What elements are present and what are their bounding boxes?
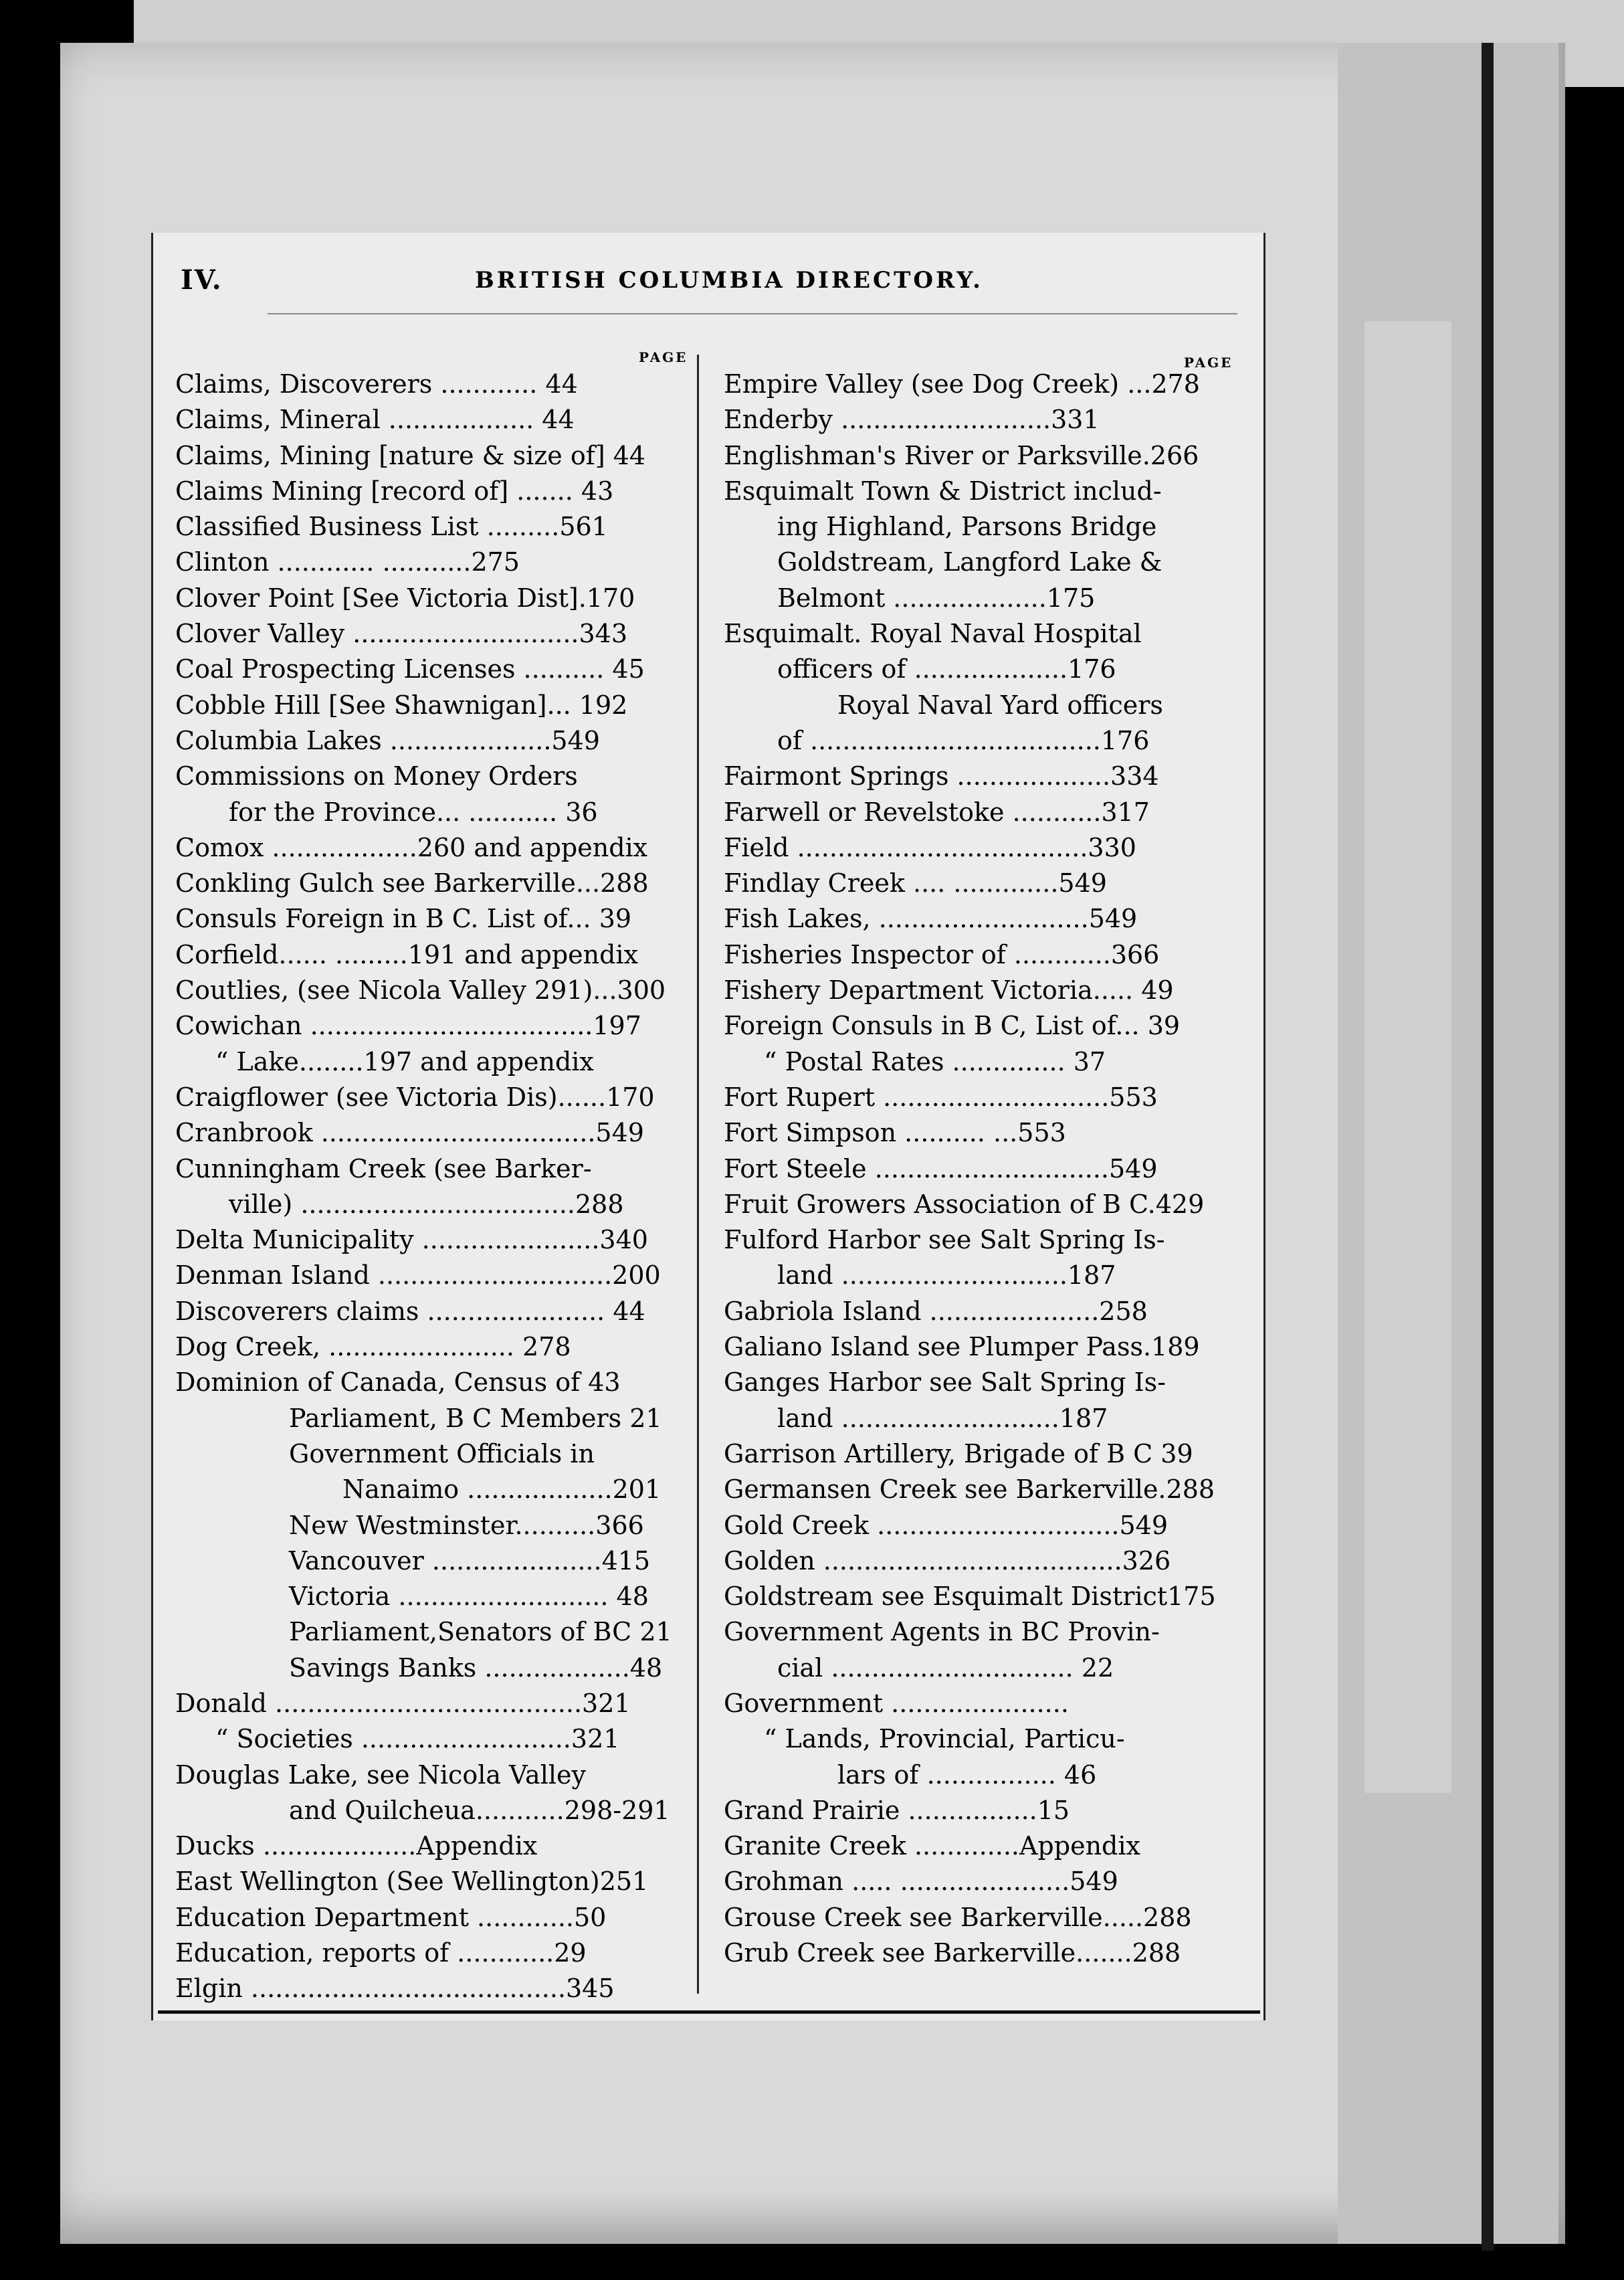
index-entry-text: Fort Steele .............................549	[724, 1153, 1158, 1183]
index-entry	[175, 830, 697, 866]
index-entry-text: Commissions on Money Orders	[175, 761, 578, 791]
index-entry-text: Garrison Artillery, Brigade of B C 39	[724, 1438, 1193, 1468]
index-entry	[175, 1650, 697, 1686]
index-entry-text: Consuls Foreign in B C. List of... 39	[175, 904, 632, 934]
index-entry	[724, 1900, 1245, 1935]
index-entry	[175, 1721, 697, 1757]
index-entry	[724, 1686, 1245, 1721]
index-entry-text: Elgin .......................................345	[175, 1974, 615, 2004]
index-entry	[175, 1329, 697, 1365]
index-entry	[175, 937, 697, 973]
index-entry-text: cial .............................. 22	[777, 1652, 1114, 1683]
index-entry-text: “ Societies ..........................321	[215, 1724, 620, 1754]
index-entry	[175, 1543, 697, 1579]
index-entry-text: Gold Creek ..............................549	[724, 1510, 1169, 1540]
index-entry-text: Douglas Lake, see Nicola Valley	[175, 1760, 586, 1790]
index-entry-text: Findlay Creek .... .............549	[724, 868, 1107, 898]
index-entry-text: Education Department ............50	[175, 1902, 607, 1932]
index-entry-text: for the Province... ........... 36	[229, 797, 598, 827]
bottom-rule	[158, 2010, 1260, 2014]
index-entry	[724, 901, 1245, 937]
index-entry-text: Goldstream, Langford Lake &	[777, 547, 1162, 577]
index-entry	[724, 1793, 1245, 1828]
index-entry-text: Fruit Growers Association of B C.429	[724, 1189, 1205, 1219]
running-header	[181, 264, 1204, 304]
index-entry-text: Parliament,Senators of BC 21	[289, 1617, 672, 1647]
index-entry-text: Discoverers claims ...................... 44	[175, 1296, 645, 1326]
index-entry-text: Claims Mining [record of] ....... 43	[175, 476, 614, 506]
index-entry	[724, 1365, 1245, 1400]
index-entry-text: Cranbrook ..................................549	[175, 1118, 644, 1148]
index-entry	[175, 1971, 697, 2006]
index-entry	[724, 1543, 1245, 1579]
index-entry-text: Esquimalt. Royal Naval Hospital	[724, 619, 1142, 649]
index-entry-text: Dominion of Canada, Census of 43	[175, 1367, 621, 1398]
index-entry	[724, 723, 1245, 759]
index-entry-text: Clover Point [See Victoria Dist].170	[175, 583, 635, 613]
index-entry	[175, 1828, 697, 1864]
index-entry-text: “ Lands, Provincial, Particu-	[764, 1724, 1125, 1754]
index-entry-text: Englishman's River or Parksville.266	[724, 440, 1199, 470]
binding-edge	[1482, 43, 1494, 2251]
index-entry-text: Fish Lakes, ..........................549	[724, 904, 1138, 934]
index-entry-text: Claims, Mining [nature & size of] 44	[175, 440, 646, 470]
index-entry	[175, 1187, 697, 1222]
index-entry	[724, 1864, 1245, 1899]
index-entry	[175, 1294, 697, 1329]
index-entry-text: “ Lake........197 and appendix	[215, 1046, 594, 1076]
index-entry-text: Savings Banks ..................48	[289, 1652, 663, 1683]
index-entry-text: Comox ..................260 and appendix	[175, 832, 648, 862]
index-entry	[724, 1401, 1245, 1436]
index-entry	[724, 1650, 1245, 1686]
index-entry-text: Fort Rupert ............................553	[724, 1082, 1158, 1112]
index-entry-text: Royal Naval Yard officers	[837, 690, 1163, 720]
index-entry-text: Government ......................	[724, 1688, 1069, 1718]
index-entry-text: and Quilcheua...........298-291	[289, 1795, 670, 1825]
index-entry-text: New Westminster..........366	[289, 1510, 644, 1540]
index-entry	[724, 652, 1245, 687]
index-entry	[724, 1828, 1245, 1864]
index-entry-text: Cobble Hill [See Shawnigan]... 192	[175, 690, 628, 720]
index-entry-text: ville) ..................................288	[229, 1189, 624, 1219]
index-entry	[724, 1222, 1245, 1258]
index-entry	[175, 1401, 697, 1436]
index-entry	[724, 1080, 1245, 1115]
index-entry	[724, 1436, 1245, 1472]
index-entry	[175, 1151, 697, 1187]
index-entry	[175, 1614, 697, 1650]
index-entry-text: Cunningham Creek (see Barker-	[175, 1153, 592, 1183]
index-entry	[175, 1008, 697, 1044]
right-column-page-label: PAGE	[1184, 355, 1233, 371]
index-entry	[724, 1008, 1245, 1044]
index-entry-text: Belmont ...................175	[777, 583, 1096, 613]
index-entry	[724, 1721, 1245, 1757]
index-entry-text: Government Agents in BC Provin-	[724, 1617, 1160, 1647]
index-entry-text: Craigflower (see Victoria Dis)......170	[175, 1082, 655, 1112]
index-entry	[724, 1187, 1245, 1222]
index-entry-text: Donald ......................................321	[175, 1688, 631, 1718]
index-entry-text: Galiano Island see Plumper Pass.189	[724, 1332, 1200, 1362]
index-entry	[175, 1793, 697, 1828]
index-entry	[724, 545, 1245, 580]
index-entry	[175, 1935, 697, 1971]
right-index-column	[724, 367, 1245, 1971]
left-index-column	[175, 367, 697, 2007]
index-entry	[724, 830, 1245, 866]
index-entry	[175, 1686, 697, 1721]
index-entry-text: East Wellington (See Wellington)251	[175, 1867, 649, 1897]
index-entry-text: Vancouver .....................415	[289, 1545, 651, 1576]
index-entry-text: Fairmont Springs ...................334	[724, 761, 1159, 791]
index-entry	[175, 973, 697, 1008]
index-entry-text: Cowichan ...................................197	[175, 1011, 641, 1041]
index-entry	[724, 1935, 1245, 1971]
index-entry	[175, 1579, 697, 1614]
index-entry	[175, 1864, 697, 1899]
index-entry-text: Ganges Harbor see Salt Spring Is-	[724, 1367, 1166, 1398]
index-entry-text: Corfield...... .........191 and appendix	[175, 939, 639, 969]
index-entry-text: Classified Business List .........561	[175, 512, 608, 542]
index-entry-text: Clinton ............ ...........275	[175, 547, 520, 577]
index-entry-text: Fisheries Inspector of ............366	[724, 939, 1160, 969]
index-entry-text: Grohman ..... .....................549	[724, 1867, 1118, 1897]
index-entry	[175, 1758, 697, 1793]
index-entry-text: Conkling Gulch see Barkerville...288	[175, 868, 649, 898]
index-entry	[724, 937, 1245, 973]
index-entry-text: Enderby ..........................331	[724, 405, 1100, 435]
index-entry-text: Empire Valley (see Dog Creek) ...278	[724, 369, 1200, 399]
index-entry-text: Victoria .......................... 48	[289, 1582, 649, 1612]
header-rule	[268, 313, 1237, 314]
index-entry-text: Coal Prospecting Licenses .......... 45	[175, 654, 645, 684]
index-entry	[175, 1436, 697, 1472]
index-entry	[724, 1044, 1245, 1080]
index-entry-text: Fishery Department Victoria..... 49	[724, 975, 1174, 1006]
index-entry-text: Grub Creek see Barkerville.......288	[724, 1938, 1181, 1968]
index-entry	[175, 1080, 697, 1115]
index-entry	[724, 866, 1245, 901]
index-entry-text: Government Officials in	[289, 1438, 595, 1468]
index-entry-text: Fort Simpson .......... ...553	[724, 1118, 1066, 1148]
index-entry-text: Field ....................................330	[724, 832, 1136, 862]
index-entry-text: Education, reports of ............29	[175, 1938, 587, 1968]
index-entry	[175, 866, 697, 901]
index-entry-text: Fulford Harbor see Salt Spring Is-	[724, 1225, 1165, 1255]
index-entry-text: Germansen Creek see Barkerville.288	[724, 1475, 1215, 1505]
left-column-page-label: PAGE	[639, 349, 688, 365]
index-entry-text: land ...........................187	[777, 1403, 1108, 1433]
index-entry	[724, 474, 1245, 509]
index-entry	[175, 795, 697, 830]
page-title: BRITISH COLUMBIA DIRECTORY.	[475, 267, 983, 294]
index-entry	[724, 795, 1245, 830]
index-entry	[175, 1365, 697, 1400]
index-entry	[175, 1222, 697, 1258]
index-entry-text: Parliament, B C Members 21	[289, 1403, 662, 1433]
index-entry	[724, 438, 1245, 474]
index-entry	[175, 1900, 697, 1935]
index-entry	[175, 1508, 697, 1543]
index-entry	[175, 1115, 697, 1151]
index-entry-text: Golden .....................................326	[724, 1545, 1171, 1576]
index-entry	[175, 723, 697, 759]
index-entry	[724, 759, 1245, 794]
index-entry-text: Esquimalt Town & District includ-	[724, 476, 1162, 506]
index-entry-text: Grand Prairie ................15	[724, 1795, 1070, 1825]
page-number: IV.	[181, 264, 223, 296]
index-entry-text: Gabriola Island .....................258	[724, 1296, 1148, 1326]
index-entry-text: Foreign Consuls in B C, List of... 39	[724, 1011, 1181, 1041]
column-divider	[697, 355, 699, 1994]
index-entry	[724, 1508, 1245, 1543]
index-entry	[724, 367, 1245, 402]
index-entry	[175, 901, 697, 937]
index-entry	[724, 973, 1245, 1008]
index-entry	[175, 402, 697, 438]
index-entry	[175, 652, 697, 687]
index-entry	[724, 509, 1245, 545]
index-entry-text: Claims, Mineral .................. 44	[175, 405, 575, 435]
index-entry-text: ing Highland, Parsons Bridge	[777, 512, 1157, 542]
index-entry	[724, 1579, 1245, 1614]
index-entry	[724, 1329, 1245, 1365]
index-entry	[724, 1151, 1245, 1187]
index-entry	[724, 402, 1245, 438]
index-entry-text: land ............................187	[777, 1260, 1116, 1291]
index-entry	[724, 688, 1245, 723]
index-entry	[724, 1294, 1245, 1329]
index-entry-text: Columbia Lakes ....................549	[175, 725, 600, 755]
index-entry	[175, 509, 697, 545]
index-entry	[175, 474, 697, 509]
index-entry	[724, 616, 1245, 652]
index-entry-text: Goldstream see Esquimalt District175	[724, 1582, 1216, 1612]
index-entry-text: Coutlies, (see Nicola Valley 291)...300	[175, 975, 666, 1006]
index-entry-text: Farwell or Revelstoke ...........317	[724, 797, 1150, 827]
index-entry	[175, 545, 697, 580]
index-entry-text: Clover Valley ............................343	[175, 619, 628, 649]
index-entry-text: of ....................................176	[777, 725, 1150, 755]
index-entry-text: Ducks ...................Appendix	[175, 1831, 538, 1861]
index-entry-text: Delta Municipality ......................340	[175, 1225, 648, 1255]
index-entry-text: Grouse Creek see Barkerville.....288	[724, 1902, 1192, 1932]
index-entry	[175, 581, 697, 616]
index-entry-text: officers of ...................176	[777, 654, 1116, 684]
index-entry	[724, 1472, 1245, 1507]
index-entry	[724, 1258, 1245, 1293]
index-entry-text: Granite Creek .............Appendix	[724, 1831, 1140, 1861]
torn-paper-strip	[1364, 321, 1451, 1793]
index-entry	[175, 759, 697, 794]
index-entry	[175, 616, 697, 652]
index-entry	[175, 688, 697, 723]
index-entry	[175, 367, 697, 402]
index-entry	[724, 581, 1245, 616]
index-entry	[175, 1044, 697, 1080]
index-entry-text: lars of ................ 46	[837, 1760, 1097, 1790]
index-entry	[175, 438, 697, 474]
index-entry	[175, 1258, 697, 1293]
index-entry	[175, 1472, 697, 1507]
index-entry	[724, 1758, 1245, 1793]
index-entry	[724, 1614, 1245, 1650]
index-entry-text: Claims, Discoverers ............ 44	[175, 369, 578, 399]
index-entry	[724, 1115, 1245, 1151]
index-entry-text: Denman Island .............................200	[175, 1260, 661, 1291]
index-entry-text: “ Postal Rates .............. 37	[764, 1046, 1106, 1076]
index-entry-text: Nanaimo ..................201	[342, 1475, 662, 1505]
index-entry-text: Dog Creek, ....................... 278	[175, 1332, 571, 1362]
